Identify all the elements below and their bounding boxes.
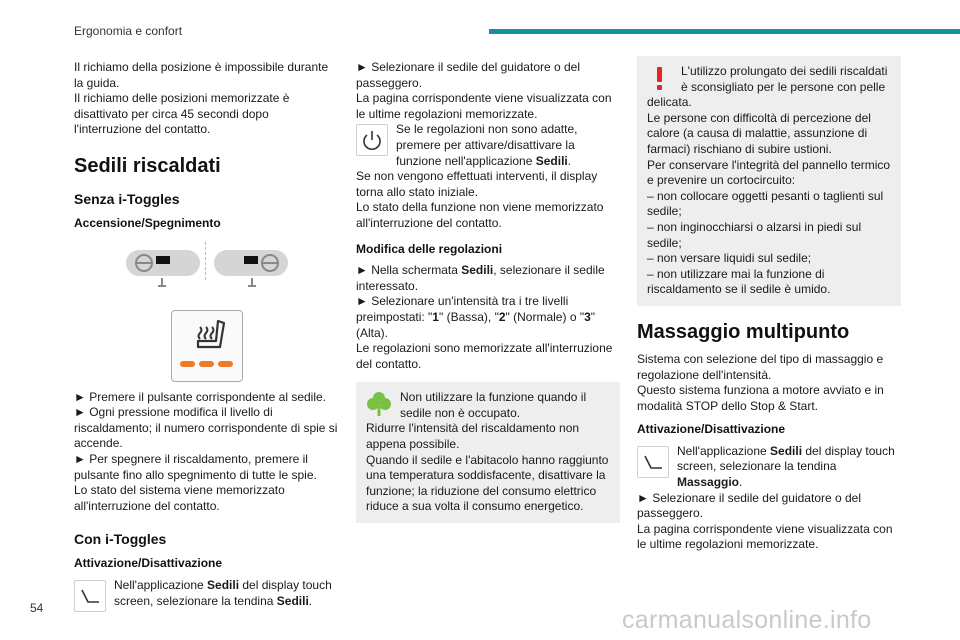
watermark: carmanualsonline.info: [622, 606, 872, 634]
text: del display touch screen, selezionare la tendina: [114, 577, 332, 608]
left-seat-heating-button: [126, 250, 200, 276]
heading-accensione: Accensione/Spegnimento: [74, 215, 221, 230]
warning-text: L'utilizzo prolungato dei sedili riscaldati è sconsigliato per le persone con pelle delicata.: [647, 64, 888, 110]
paragraph: Sistema con selezione del tipo di massaggio e regolazione dell'intensità.: [637, 351, 884, 382]
text: ► Selezionare un'intensità tra i tre livelli preimpostati: ": [356, 294, 569, 324]
paragraph: Lo stato della funzione non viene memorizzato all'interruzione del contatto.: [356, 200, 604, 230]
header-title: Ergonomia e confort: [74, 24, 183, 38]
column-2: [356, 60, 620, 523]
bullet: [356, 263, 620, 294]
paragraph: Questo sistema funziona a motore avviato e in modalità STOP dello Stop & Start.: [637, 383, 884, 413]
power-icon: [356, 124, 388, 156]
warning-text: – non inginocchiarsi o alzarsi in piedi sul sedile;: [647, 219, 862, 250]
text-bold: Sedili: [276, 593, 309, 608]
heading-attivazione: Attivazione/Disattivazione: [74, 556, 223, 571]
text: Se le regolazioni non sono adatte, premere per attivare/disattivare la funzione nell'applicazione: [396, 122, 578, 168]
eco-text: Quando il sedile e l'abitacolo hanno raggiunto una temperatura soddisfacente, disattivare la funzione; la riduzione del consumo elettrico riduce a sua volta il consumo energetico.: [366, 452, 609, 514]
touch-instruction: [637, 444, 901, 491]
warning-text: – non collocare oggetti pesanti o taglienti sul sedile;: [647, 188, 884, 219]
text: del display touch screen, selezionare la tendina: [677, 443, 895, 474]
right-seat-heating-button: [214, 250, 288, 276]
power-instruction: [356, 122, 620, 169]
eco-text: Ridurre l'intensità del riscaldamento non appena possibile.: [366, 421, 580, 452]
column-3: [637, 56, 901, 553]
level-indicator-2: [199, 361, 214, 367]
paragraph: La pagina corrispondente viene visualizzata con le ultime regolazioni memorizzate.: [356, 91, 612, 121]
column-1: [74, 60, 338, 614]
paragraph: Lo stato del sistema viene memorizzato all'interruzione del contatto.: [74, 483, 285, 513]
text: Nell'applicazione: [114, 577, 208, 592]
bullet: ► Selezionare il sedile del guidatore o del passeggero.: [356, 60, 581, 90]
warning-text: – non utilizzare mai la funzione di riscaldamento se il sedile è umido.: [647, 266, 831, 297]
touch-hand-icon: [74, 580, 106, 612]
text: " (Normale) o ": [505, 309, 585, 324]
text: ► Nella schermata: [356, 263, 462, 278]
text: .: [567, 153, 572, 168]
subsection-title-senza-i-toggles: Senza i-Toggles: [74, 190, 180, 207]
subsection-title-con-i-toggles: Con i-Toggles: [74, 531, 167, 548]
heading-modifica: Modifica delle regolazioni: [356, 241, 503, 256]
text: " (Alta).: [356, 309, 596, 340]
section-title-massaggio: Massaggio multipunto: [637, 320, 850, 343]
touch-instruction: [74, 578, 338, 609]
heated-seat-button-illustration: [74, 310, 338, 382]
text-bold: Sedili: [770, 443, 803, 458]
text: Nell'applicazione: [677, 443, 771, 458]
eco-note: [356, 382, 620, 523]
text-bold: 2: [498, 309, 506, 324]
warning-exclamation-icon: [647, 64, 673, 92]
warning-text: Per conservare l'integrità del pannello termico e prevenire un cortocircuito:: [647, 157, 891, 188]
warning-note: [637, 56, 901, 306]
header-accent-bar: [489, 29, 960, 34]
bullet: ► Ogni pressione modifica il livello di riscaldamento; il numero corrispondente di spie si accende.: [74, 405, 338, 451]
text: .: [739, 475, 743, 490]
bullet: [356, 294, 620, 341]
text-bold: Massaggio: [677, 475, 740, 490]
text-bold: 1: [432, 309, 439, 324]
seat-heating-buttons-illustration: [74, 242, 338, 302]
bullet: ► Premere il pulsante corrispondente al sedile.: [74, 389, 327, 404]
touch-hand-icon: [637, 446, 669, 478]
heated-seat-icon: [172, 311, 242, 359]
divider: [205, 242, 206, 280]
heated-seat-button: [171, 310, 243, 382]
text-bold: Sedili: [535, 153, 568, 168]
steering-wheel-icon: [126, 250, 200, 296]
paragraph: Il richiamo della posizione è impossibile durante la guida.: [74, 60, 329, 90]
text-bold: 3: [584, 309, 591, 324]
level-indicator-3: [218, 361, 233, 367]
text: .: [308, 593, 313, 608]
eco-text: Non utilizzare la funzione quando il sedile non è occupato.: [400, 390, 587, 420]
steering-wheel-icon: [214, 250, 288, 296]
bullet: ► Selezionare il sedile del guidatore o del passeggero.: [637, 490, 862, 521]
text-bold: Sedili: [207, 577, 240, 592]
eco-tree-icon: [366, 390, 392, 418]
text-bold: Sedili: [461, 263, 494, 278]
paragraph: Se non vengono effettuati interventi, il display torna allo stato iniziale.: [356, 169, 598, 199]
heading-attivazione: Attivazione/Disattivazione: [637, 422, 786, 437]
page-number: 54: [30, 601, 44, 615]
paragraph: Il richiamo delle posizioni memorizzate è disattivato per circa 45 secondi dopo l'interruzione del contatto.: [74, 91, 290, 137]
paragraph: La pagina corrispondente viene visualizzata con le ultime regolazioni memorizzate.: [637, 521, 893, 552]
section-title-sedili-riscaldati: Sedili riscaldati: [74, 154, 221, 177]
text: " (Bassa), ": [438, 309, 499, 324]
bullet: ► Per spegnere il riscaldamento, premere il pulsante fino allo spegnimento di tutte le spie.: [74, 451, 317, 482]
warning-text: Le persone con difficoltà di percezione del calore (a causa di malattie, assunzione di farmaci) rischiano di subire ustioni.: [647, 110, 871, 156]
warning-text: – non versare liquidi sul sedile;: [647, 251, 812, 266]
level-indicator-1: [180, 361, 195, 367]
paragraph: Le regolazioni sono memorizzate all'interruzione del contatto.: [356, 341, 613, 371]
text: , selezionare il sedile interessato.: [356, 263, 605, 293]
heating-level-indicators: [180, 361, 234, 367]
